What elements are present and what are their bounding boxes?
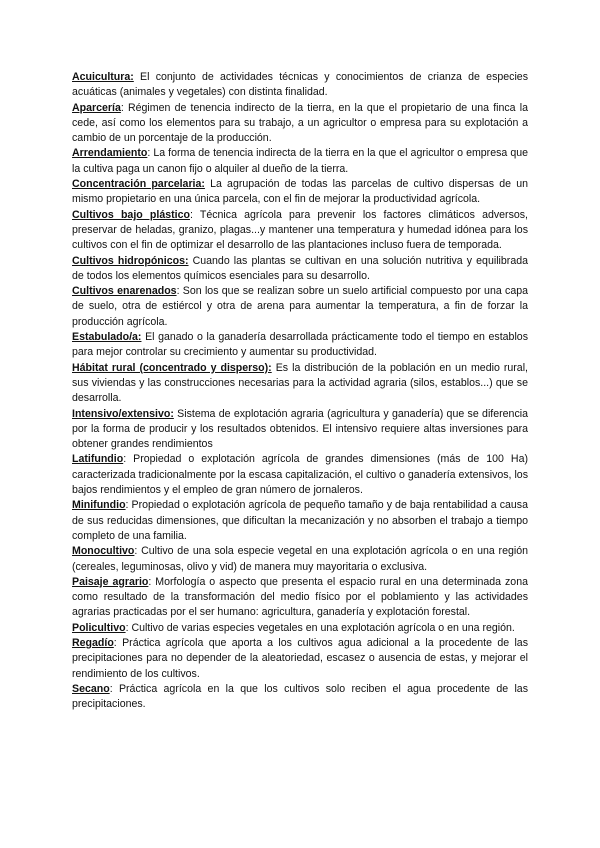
- glossary-entry: [72, 101, 528, 147]
- glossary-term: Estabulado/a:: [72, 331, 142, 344]
- glossary-entry: [72, 208, 528, 254]
- glossary-entry: [72, 544, 528, 575]
- glossary-definition: : Propiedad o explotación agrícola de grandes dimensiones (más de 100 Ha) caracterizada tradicionalmente por la escasa capitalización, el cultivo o ganadería extensivos, los bajos rendimientos y el empleo de gran número de jornaleros.: [72, 453, 528, 497]
- glossary-entry: [72, 177, 528, 208]
- glossary-entry: [72, 146, 528, 177]
- glossary-term: Arrendamiento: [72, 147, 148, 160]
- glossary-definition: El conjunto de actividades técnicas y conocimientos de crianza de especies acuáticas (animales y vegetales) con distinta finalidad.: [72, 71, 528, 99]
- glossary-entry: [72, 284, 528, 330]
- glossary-definition: Sistema de explotación agraria (agricultura y ganadería) que se diferencia por la forma de producir y los resultados obtenidos. El intensivo requiere altas inversiones para obtener grandes rendimientos: [72, 407, 528, 451]
- glossary-term: Cultivos bajo plástico: [72, 208, 190, 221]
- glossary-definition: Es la distribución de la población en un medio rural, sus viviendas y las construcciones necesarias para la actividad agraria (silos, establos...) que se desarrolla.: [72, 361, 528, 405]
- glossary-definition: : Cultivo de una sola especie vegetal en una explotación agrícola o en una región (cereales, leguminosas, olivo y vid) de manera muy mayoritaria o exclusiva.: [72, 545, 528, 573]
- glossary-entry: [72, 575, 528, 621]
- glossary-definition: : Propiedad o explotación agrícola de pequeño tamaño y de baja rentabilidad a causa de sus reducidas dimensiones, que dificultan la mecanización y no absorben el trabajo a tiempo completo de una familia.: [72, 499, 528, 542]
- glossary-term: Intensivo/extensivo:: [72, 407, 174, 420]
- glossary-definition: : Morfología o aspecto que presenta el espacio rural en una determinada zona como resultado de la transformación del medio físico por el poblamiento y las actividades agrarias practicadas por el ser humano: agricultura, ganadería y explotación forestal.: [72, 575, 528, 619]
- glossary-definition: : Práctica agrícola en la que los cultivos solo reciben el agua procedente de las precipitaciones.: [72, 682, 528, 711]
- glossary-term: Acuicultura:: [72, 71, 134, 83]
- glossary-definition: : Práctica agrícola que aporta a los cultivos agua adicional a la procedente de las precipitaciones para no depender de la aleatoriedad, escasez o ausencia de estas, y mejorar el rendimiento de los cultivos.: [72, 636, 528, 680]
- glossary-definition: : Régimen de tenencia indirecto de la tierra, en la que el propietario de una finca la cede, así como los elementos para su trabajo, a un agricultor o empresa para su explotación a cambio de un porcentaje de la producción.: [72, 101, 528, 145]
- glossary-entry: [72, 682, 528, 713]
- glossary-term: Cultivos enarenados: [72, 285, 177, 298]
- glossary-definition: : Técnica agrícola para prevenir los factores climáticos adversos, preservar de heladas, granizo, plagas...y mantener una temperatura y humedad idónea para los cultivos con el fin de optimizar el desarrollo de las plantaciones incluso fuera de temporada.: [72, 208, 528, 252]
- glossary-term: Concentración parcelaria:: [72, 178, 205, 191]
- glossary-entry: [72, 452, 528, 498]
- glossary-term: Regadío: [72, 636, 114, 649]
- glossary-entry: [72, 636, 528, 682]
- glossary-term: Policultivo: [72, 621, 126, 634]
- glossary-term: Monocultivo: [72, 545, 135, 558]
- glossary-entry: [72, 407, 528, 453]
- glossary-definition: : La forma de tenencia indirecta de la tierra en la que el agricultor o empresa que la cultiva paga un canon fijo o alquiler al dueño de la tierra.: [72, 147, 528, 175]
- glossary-term: Hábitat rural (concentrado y disperso):: [72, 361, 272, 374]
- glossary-entry: [72, 361, 528, 407]
- glossary-term: Cultivos hidropónicos:: [72, 254, 189, 267]
- glossary-page: [72, 70, 528, 712]
- glossary-term: Latifundio: [72, 453, 124, 466]
- glossary-definition: : Son los que se realizan sobre un suelo artificial compuesto por una capa de suelo, otra de estiércol y otra de arena para aumentar la temperatura, a fin de forzar la producción agrícola.: [72, 285, 529, 328]
- glossary-entry: [72, 498, 528, 544]
- glossary-term: Aparcería: [72, 101, 121, 114]
- glossary-term: Paisaje agrario: [72, 575, 149, 588]
- glossary-entry: [72, 330, 528, 361]
- glossary-entry: [72, 621, 528, 636]
- glossary-definition: El ganado o la ganadería desarrollada prácticamente todo el tiempo en establos para mejor controlar su crecimiento y aumentar su productividad.: [72, 331, 528, 359]
- glossary-definition: La agrupación de todas las parcelas de cultivo dispersas de un mismo propietario en una única parcela, con el fin de mejorar la productividad agrícola.: [72, 178, 528, 206]
- glossary-definition: : Cultivo de varias especies vegetales en una explotación agrícola o en una región.: [125, 621, 515, 634]
- glossary-term: Secano: [72, 682, 110, 695]
- glossary-definition: Cuando las plantas se cultivan en una solución nutritiva y equilibrada de todos los elementos químicos esenciales para su desarrollo.: [72, 254, 528, 282]
- glossary-entry: [72, 70, 528, 101]
- glossary-entry: [72, 254, 528, 285]
- glossary-term: Minifundio: [72, 499, 126, 512]
